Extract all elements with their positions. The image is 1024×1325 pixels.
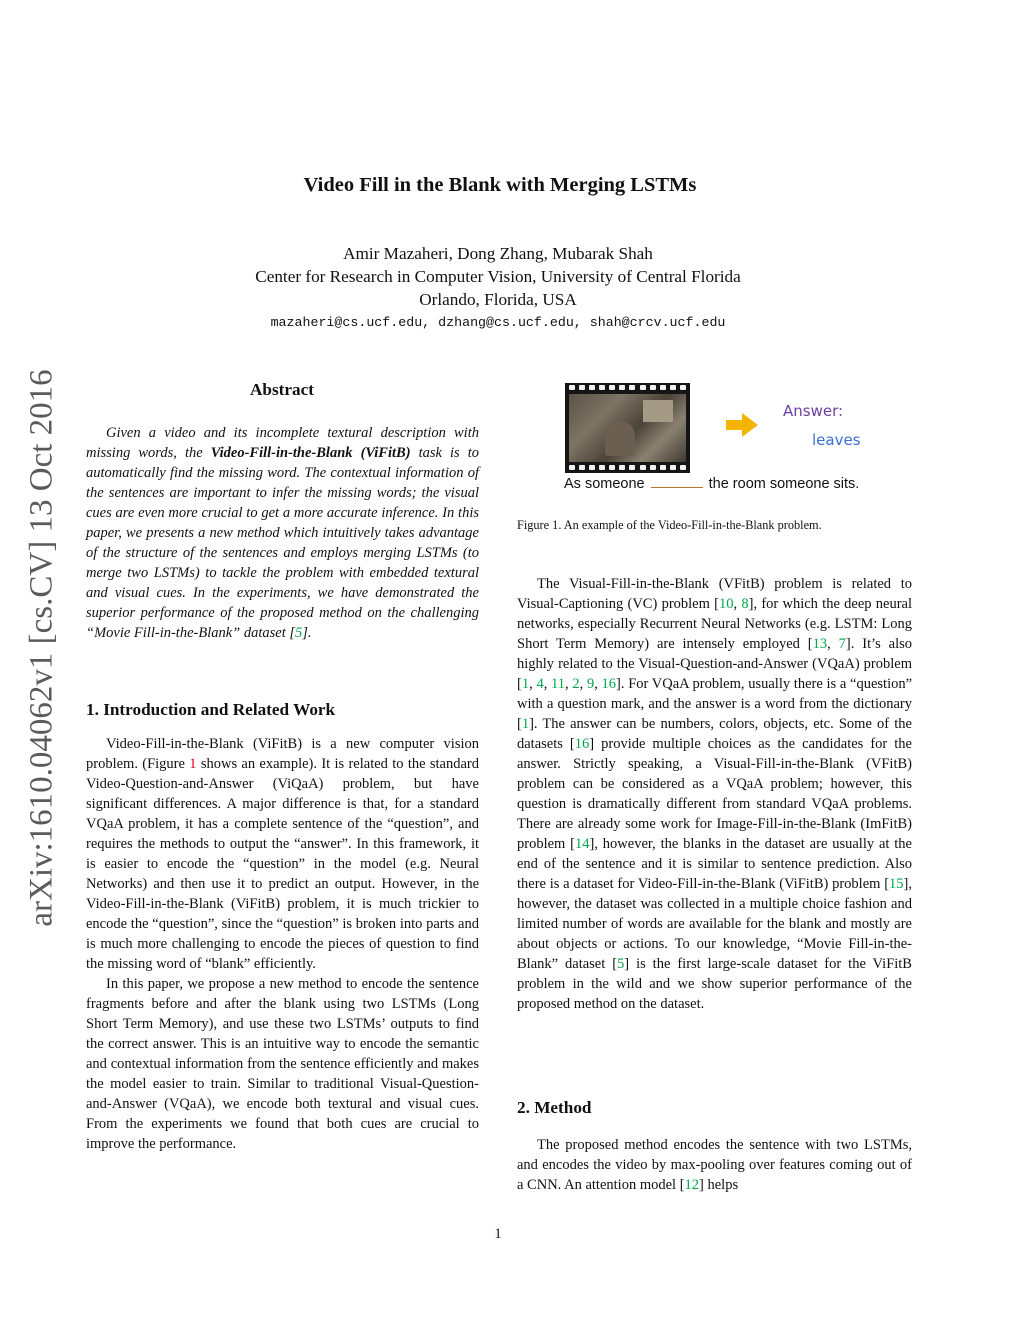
video-frame-filmstrip — [565, 383, 690, 473]
citation-link[interactable]: 14 — [575, 836, 590, 852]
film-sprocket-holes — [569, 385, 686, 391]
intro-paragraph: In this paper, we propose a new method to encode the sentence fragments before and after the blank using two LSTMs (Long Short Term Memory), and use these two LSTMs’ outputs to find the correct answer. This is an intuitive way to encode the semantic and contextual information from the sentence efficiently and makes the model easier to train. Similar to traditional Visual-Question-and-Answer (VQaA), we encode both textural and visual cues. From the experiments we found that both cues are crucial to improve the performance. — [86, 976, 479, 1152]
figure-link[interactable]: 1 — [189, 756, 197, 772]
section-heading-introduction: 1. Introduction and Related Work — [86, 700, 336, 719]
page-number: 1 — [494, 1226, 502, 1242]
section-heading-method: 2. Method — [517, 1098, 592, 1117]
movie-still-image — [569, 394, 686, 462]
abstract-body: Given a video and its incomplete textural description with missing words, the Video-Fill-in-the-Blank (ViFitB) task is to automatically find the missing word. The contextual information of the sentences are important to infer the missing words; the visual cues are even more crucial to get a more accurate inference. In this paper, we presents a new method which intuitively takes advantage of the structure of the sentences and employs merging LSTMs (to merge two LSTMs) to tackle the problem with embedded textural and visual cues. In the experiments, we have demonstrated the superior performance of the proposed method on the challenging “Movie Fill-in-the-Blank” dataset [5]. — [86, 425, 480, 641]
location: Orlando, Florida, USA — [419, 290, 577, 309]
method-paragraph: The proposed method encodes the sentence with two LSTMs, and encodes the video by max-pooling over features coming out of a CNN. An attention model [12] helps — [517, 1137, 912, 1193]
citation-link[interactable]: 5 — [617, 956, 625, 972]
answer-label: Answer: — [783, 402, 844, 420]
citation-link[interactable]: 2 — [572, 676, 580, 692]
citation-link[interactable]: 8 — [741, 596, 749, 612]
method-body — [517, 1135, 912, 1195]
citation-link[interactable]: 13 — [812, 636, 828, 652]
author-emails[interactable]: mazaheri@cs.ucf.edu, dzhang@cs.ucf.edu, shah@crcv.ucf.edu — [270, 315, 726, 330]
abstract-task-name: Video-Fill-in-the-Blank (ViFitB) — [210, 445, 411, 461]
arxiv-id[interactable]: arXiv:1610.04062v1 [cs.CV] 13 Oct 2016 — [23, 369, 60, 927]
answer-word: leaves — [812, 431, 861, 449]
blank-line — [651, 487, 703, 488]
intro-paragraph: Video-Fill-in-the-Blank (ViFitB) is a new computer vision problem. (Figure 1 shows an example). It is related to the standard Video-Question-and-Answer (ViQaA) problem, but have significant differences. A major difference is that, for a standard VQaA problem, it has a complete sentence of the “question”, and requires the methods to output the “answer”. In this framework, it is easier to encode the “question” in the model (e.g. Neural Networks) and then use it to predict an output. However, in the Video-Fill-in-the-Blank (ViFitB) problem, it is much trickier to encode the “question”, since the “question” is broken into parts and is much more challenging to encode the pieces of question to find the missing word of “blank” efficiently. — [86, 736, 479, 972]
citation-link[interactable]: 12 — [684, 1177, 700, 1193]
introduction-body — [86, 734, 479, 1154]
citation-link[interactable]: 5 — [295, 625, 303, 641]
citation-link[interactable]: 10 — [718, 596, 734, 612]
abstract-heading: Abstract — [250, 380, 314, 399]
citation-link[interactable]: 7 — [838, 636, 846, 652]
citation-link[interactable]: 1 — [521, 676, 530, 692]
citation-link[interactable]: 15 — [889, 876, 904, 892]
citation-link[interactable]: 16 — [601, 676, 617, 692]
citation-link[interactable]: 1 — [521, 716, 530, 732]
related-work-paragraph: The Visual-Fill-in-the-Blank (VFitB) problem is related to Visual-Captioning (VC) problem [10, 8], for which the deep neural networks, especially Recurrent Neural Networks (e.g. LSTM: Long Short Term Memory) are intensely employed [13, 7]. It’s also highly related to the Visual-Question-and-Answer (VQaA) problem [1, 4, 11, 2, 9, 16]. For VQaA problem, usually there is a “question” with a question mark, and the answer is a word from the dictionary [1]. The answer can be numbers, colors, objects, etc. Some of the datasets [16] provide multiple choices as the candidates for the answer. Strictly speaking, a Visual-Fill-in-the-Blank (VFitB) problem can be considered as a VQaA problem; however, this question is dramatically different from standard VQaA problems. There are already some work for Image-Fill-in-the-Blank (ImFitB) problem [14], however, the blanks in the dataset are usually at the end of the sentence and it is similar to sentence prediction. Also there is a dataset for Video-Fill-in-the-Blank (ViFitB) problem [15], however, the dataset was collected in a multiple choice fashion and limited number of words are available for the blank and mostly are about objects or actions. To our knowledge, “Movie Fill-in-the-Blank” dataset [5] is the first large-scale dataset for the ViFitB problem in the wild and we show superior performance of the proposed method on the dataset. — [517, 576, 913, 1012]
affiliation: Center for Research in Computer Vision, University of Central Florida — [255, 267, 741, 286]
authors: Amir Mazaheri, Dong Zhang, Mubarak Shah — [343, 244, 653, 263]
film-sprocket-holes — [569, 465, 686, 471]
author-block — [0, 242, 996, 311]
fill-in-blank-sentence: As someone the room someone sits. — [564, 476, 860, 492]
paper-title: Video Fill in the Blank with Merging LSTMs — [303, 174, 697, 196]
related-work-body — [517, 574, 912, 1014]
citation-link[interactable]: 9 — [586, 676, 595, 692]
citation-link[interactable]: 4 — [536, 676, 544, 692]
citation-link[interactable]: 16 — [574, 736, 590, 752]
arrow-right-icon — [726, 413, 758, 437]
figure-caption: Figure 1. An example of the Video-Fill-in-the-Blank problem. — [517, 518, 822, 532]
citation-link[interactable]: 11 — [551, 676, 565, 692]
